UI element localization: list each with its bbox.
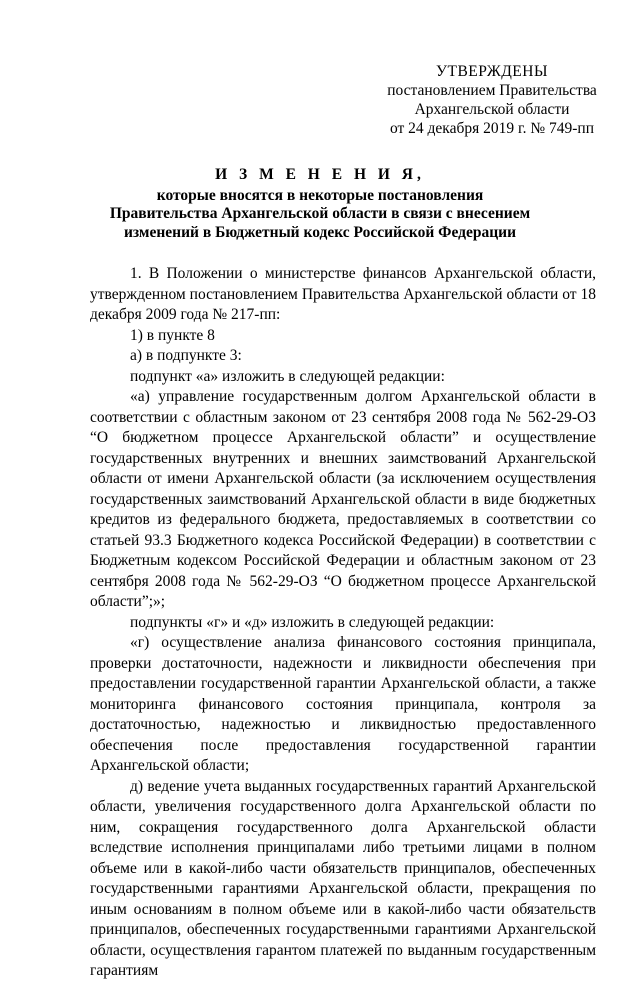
paragraph: подпункт «а» изложить в следующей редакции: — [130, 367, 445, 385]
paragraph: 1) в пункте 8 — [130, 326, 215, 344]
document-title — [90, 166, 550, 242]
paragraph: «г) осуществление анализа финансового состояния принципала, проверки достаточности, надежности и ликвидности обеспечения при предоставлении государственной гарантии Архангельской области, а также мониторинга финансового состояния принципала, контроля за достаточностью, надежностью и ликвидностью предоставленного обеспечения после предоставления государственной гарантии Архангельской области; — [90, 634, 596, 774]
title-line: изменений в Бюджетный кодекс Российской Федерации — [123, 223, 517, 241]
approval-line: постановлением Правительства — [387, 82, 597, 99]
paragraph: д) ведение учета выданных государственных гарантий Архангельской области, увеличения государственного долга Архангельской области по ним, сокращения государственного долга Архангельской области вследствие исполнения принципалами либо третьими лицами в полном объеме или в какой-либо части обязательств принципалов, обеспеченных государственными гарантиями Архангельской области, прекращения по иным основаниям в полном объеме или в какой-либо части обязательств принципалов, обеспеченных государственными гарантиями Архангельской области, осуществления гарантом платежей по выданным государственным гарантиям — [90, 777, 596, 979]
title-main: И З М Е Н Е Н И Я, — [215, 166, 425, 183]
paragraph: подпункты «г» и «д» изложить в следующей редакции: — [130, 613, 495, 631]
title-line: которые вносятся в некоторые постановления — [156, 186, 484, 204]
paragraph: 1. В Положении о министерстве финансов Архангельской области, утвержденном постановлением Правительства Архангельской области от 18 декабря 2009 года № 217-пп: — [90, 265, 596, 323]
title-line: Правительства Архангельской области в связи с внесением — [109, 205, 531, 222]
document-body — [90, 264, 596, 982]
approval-stamp — [372, 62, 612, 138]
paragraph: «а) управление государственным долгом Архангельской области в соответствии с областным законом от 23 сентября 2008 года № 562-29-ОЗ “О бюджетном процессе Архангельской области” и осуществление государственных внутренних и внешних заимствований Архангельской области от имени Архангельской области (за исключением осуществления государственных заимствований Архангельской области в виде бюджетных кредитов из федерального бюджета, предоставляемых в соответствии со статьей 93.3 Бюджетного кодекса Российской Федерации) в соответствии с Бюджетным кодексом Российской Федерации и областным законом от 23 сентября 2008 года № 562-29-ОЗ “О бюджетном процессе Архангельской области”;»; — [90, 388, 596, 610]
approval-line: Архангельской области — [414, 101, 570, 118]
paragraph: а) в подпункте 3: — [130, 347, 242, 364]
approval-heading: УТВЕРЖДЕНЫ — [436, 63, 548, 80]
approval-line: от 24 декабря 2019 г. № 749-пп — [389, 120, 595, 137]
